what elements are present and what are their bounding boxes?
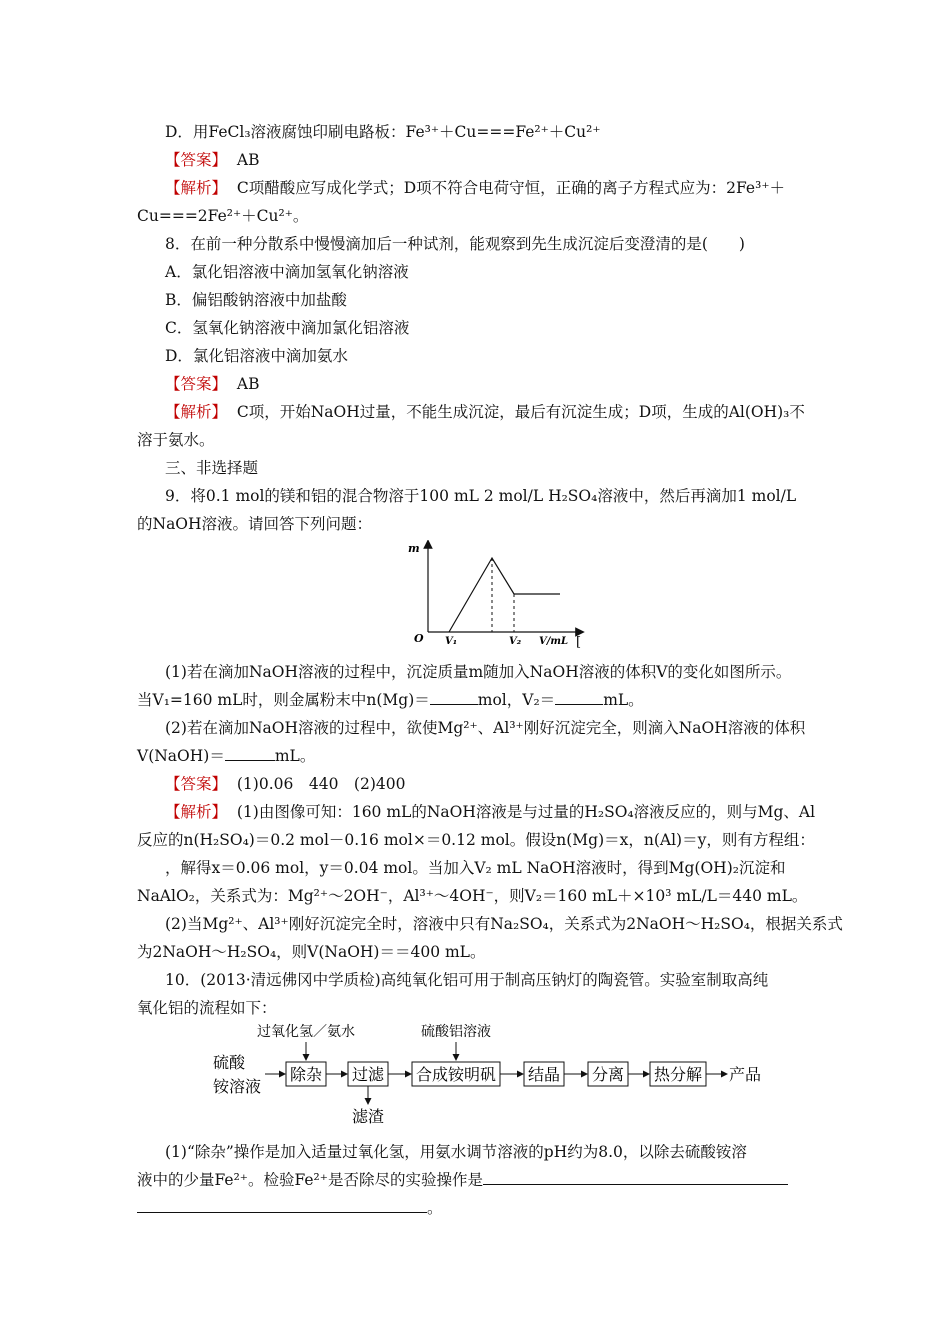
answer-tag: 【答案】: [165, 775, 228, 793]
x-axis-label: V/mL: [539, 636, 569, 647]
answer-blank[interactable]: [483, 1170, 788, 1185]
question-text: 。: [427, 1199, 443, 1217]
question-8-option-a: [165, 262, 814, 282]
question-9-stem: [137, 514, 814, 534]
question-text: V(NaOH)＝: [137, 747, 225, 765]
step-label: 分离: [592, 1065, 625, 1084]
explanation-text: ，解得x＝0.06 mol，y＝0.04 mol。当加入V₂ mL NaOH溶液时，得到Mg(OH)₂沉淀和: [165, 859, 786, 877]
explanation-tag: 【解析】: [165, 403, 228, 421]
explanation-tag: 【解析】: [165, 803, 228, 821]
explanation-line: [165, 914, 843, 934]
question-text: (2)若在滴加NaOH溶液的过程中，欲使Mg²⁺、Al³⁺刚好沉淀完全，则滴入NaOH溶液的体积: [165, 719, 806, 737]
answer-blank[interactable]: [225, 746, 275, 761]
v2-label: V₂: [509, 636, 522, 647]
explanation-text: NaAlO₂，关系式为：Mg²⁺～2OH⁻，Al³⁺～4OH⁻，则V₂＝160 mL＋×10³ mL/L＝440 mL。: [137, 887, 808, 905]
step-label: 热分解: [654, 1065, 703, 1084]
option-text: D．氯化铝溶液中滴加氨水: [165, 347, 348, 365]
precipitate-graph: [402, 540, 592, 655]
question-10-stem: [137, 998, 814, 1018]
answer-tag: 【答案】: [165, 375, 228, 393]
explanation-text: (2)当Mg²⁺、Al³⁺刚好沉淀完全时，溶液中只有Na₂SO₄，关系式为2NaOH～H₂SO₄，根据关系式: [165, 915, 843, 933]
explanation-line: [165, 802, 814, 822]
answer-value: AB: [236, 151, 260, 169]
explanation-line: [137, 830, 814, 850]
question-text: 氧化铝的流程如下：: [137, 999, 277, 1017]
answer-line: [165, 374, 814, 394]
section-heading: [165, 458, 814, 478]
explanation-line: [137, 430, 814, 450]
question-10-stem: [165, 970, 814, 990]
explanation-tag: 【解析】: [165, 179, 228, 197]
answer-tag: 【答案】: [165, 151, 228, 169]
question-8-option-b: [165, 290, 814, 310]
explanation-line: [165, 178, 814, 198]
section-title: 三、非选择题: [165, 459, 259, 477]
question-9-part-1: [165, 662, 814, 682]
explanation-line: [137, 886, 814, 906]
explanation-text: C项，开始NaOH过量，不能生成沉淀，最后有沉淀生成；D项，生成的Al(OH)₃不: [236, 403, 805, 421]
option-text: A．氯化铝溶液中滴加氢氧化钠溶液: [165, 263, 409, 281]
answer-blank[interactable]: [555, 690, 603, 705]
question-text: 当V₁=160 mL时，则金属粉末中n(Mg)＝: [137, 691, 430, 709]
question-text: 9．将0.1 mol的镁和铝的混合物溶于100 mL 2 mol/L H₂SO₄溶液中，然后再滴加1 mol/L: [165, 487, 797, 505]
question-text: 的NaOH溶液。请回答下列问题：: [137, 515, 373, 533]
process-flowchart: [213, 1018, 773, 1128]
question-8-option-d: [165, 346, 814, 366]
answer-value: AB: [236, 375, 260, 393]
explanation-text: 反应的n(H₂SO₄)＝0.2 mol－0.16 mol×＝0.12 mol。假设n(Mg)＝x，n(Al)＝y，则有方程组：: [137, 831, 815, 849]
question-10-part-1: [137, 1170, 814, 1190]
bracket-mark: [: [576, 635, 582, 650]
question-text: mol，V₂＝: [477, 691, 556, 709]
origin-label: O: [414, 632, 424, 645]
question-10-part-1: [137, 1198, 814, 1218]
answer-blank[interactable]: [137, 1198, 427, 1213]
explanation-text: 溶于氨水。: [137, 431, 215, 449]
answer-line: [165, 774, 814, 794]
question-text: (1)“除杂”操作是加入适量过氧化氢，用氨水调节溶液的pH约为8.0，以除去硫酸铵溶: [165, 1143, 747, 1161]
question-9-part-2: [137, 746, 814, 766]
start-material-line1: 硫酸: [213, 1053, 246, 1072]
residue-label: 滤渣: [352, 1107, 385, 1126]
step-label: 过滤: [352, 1065, 385, 1084]
option-d-text: D．用FeCl₃溶液腐蚀印刷电路板：Fe³⁺＋Cu===Fe²⁺＋Cu²⁺: [165, 123, 601, 141]
v1-label: V₁: [445, 636, 458, 647]
explanation-text: 为2NaOH～H₂SO₄，则V(NaOH)＝＝400 mL。: [137, 943, 486, 961]
mass-curve: [449, 558, 560, 632]
explanation-text: C项醋酸应写成化学式；D项不符合电荷守恒，正确的离子方程式应为：2Fe³⁺＋: [236, 179, 786, 197]
product-label: 产品: [729, 1065, 762, 1084]
reagent-2-label: 硫酸铝溶液: [421, 1024, 491, 1040]
explanation-line: [137, 942, 814, 962]
step-label: 结晶: [528, 1065, 561, 1084]
question-9-part-1: [137, 690, 814, 710]
answer-value: (1)0.06 440 (2)400: [236, 775, 406, 793]
option-d-line: [165, 122, 814, 142]
start-material-line2: 铵溶液: [213, 1077, 262, 1096]
explanation-text: Cu===2Fe²⁺＋Cu²⁺。: [137, 207, 309, 225]
explanation-line: [165, 402, 814, 422]
question-9-stem: [165, 486, 814, 506]
option-text: B．偏铝酸钠溶液中加盐酸: [165, 291, 347, 309]
question-8-stem: [165, 234, 814, 254]
reagent-1-label: 过氧化氢／氨水: [257, 1024, 355, 1040]
question-10-part-1: [165, 1142, 814, 1162]
question-text: mL。: [274, 747, 316, 765]
step-label: 合成铵明矾: [416, 1065, 497, 1084]
y-axis-label: m: [408, 542, 420, 555]
option-text: C．氢氧化钠溶液中滴加氯化铝溶液: [165, 319, 410, 337]
question-text: mL。: [603, 691, 644, 709]
explanation-line: [165, 858, 814, 878]
question-9-part-2: [165, 718, 814, 738]
answer-blank[interactable]: [430, 690, 478, 705]
step-label: 除杂: [290, 1065, 323, 1084]
question-8-option-c: [165, 318, 814, 338]
explanation-text: (1)由图像可知：160 mL的NaOH溶液是与过量的H₂SO₄溶液反应的，则与Mg、Al: [236, 803, 816, 821]
explanation-line: [137, 206, 814, 226]
question-text: 液中的少量Fe²⁺。检验Fe²⁺是否除尽的实验操作是: [137, 1171, 483, 1189]
answer-line: [165, 150, 814, 170]
question-text: 10．(2013·清远佛冈中学质检)高纯氧化铝可用于制高压钠灯的陶瓷管。实验室制取高纯: [165, 971, 769, 989]
question-text: (1)若在滴加NaOH溶液的过程中，沉淀质量m随加入NaOH溶液的体积V的变化如图所示。: [165, 663, 792, 681]
question-text: 8．在前一种分散系中慢慢滴加后一种试剂，能观察到先生成沉淀后变澄清的是( ): [165, 235, 745, 253]
